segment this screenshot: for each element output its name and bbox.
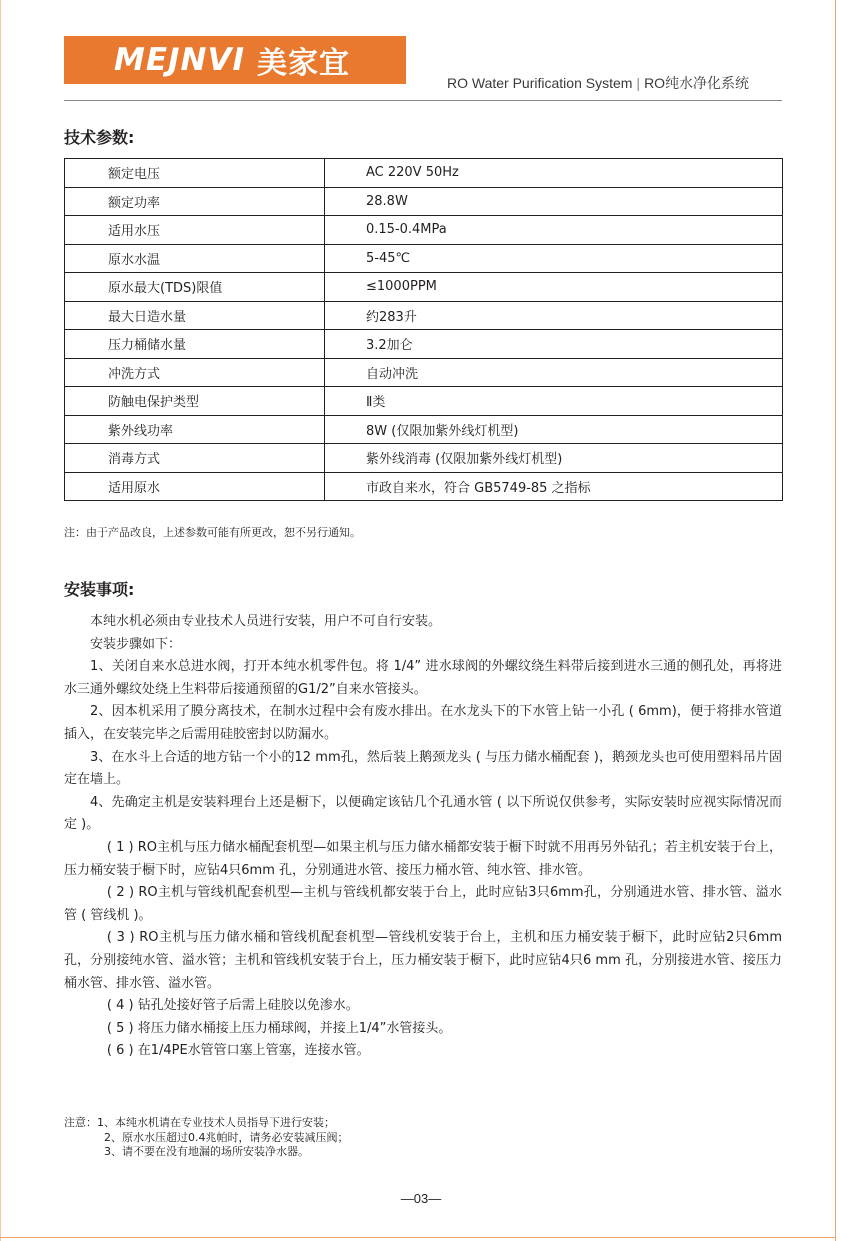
spec-label: 防触电保护类型 [65, 387, 325, 416]
logo-latin-text: MEJNVI [114, 42, 246, 78]
header-subtitle [447, 73, 749, 93]
table-row [65, 159, 783, 188]
page-number: —03— [400, 1191, 442, 1206]
page-border-left [0, 0, 1, 1241]
spec-label: 额定功率 [65, 187, 325, 216]
spec-value: 自动冲洗 [325, 358, 783, 387]
spec-value: 5-45℃ [325, 244, 783, 273]
table-row [65, 415, 783, 444]
subtitle-separator: | [636, 75, 641, 91]
table-row [65, 472, 783, 501]
install-step: 3、在水斗上合适的地方钻一个小的12 mm孔，然后装上鹅颈龙头 ( 与压力储水桶配套 )，鹅颈龙头也可使用塑料吊片固定在墙上。 [64, 749, 782, 788]
spec-value: 市政自来水，符合 GB5749-85 之指标 [325, 472, 783, 501]
spec-label: 冲洗方式 [65, 358, 325, 387]
spec-label: 原水水温 [65, 244, 325, 273]
page-border-right [835, 0, 836, 1241]
spec-label: 最大日造水量 [65, 301, 325, 330]
table-row [65, 444, 783, 473]
footer-note-line: 3、请不要在没有地漏的场所安装净水器。 [104, 1145, 309, 1158]
spec-label: 适用水压 [65, 216, 325, 245]
spec-value: 3.2加仑 [325, 330, 783, 359]
spec-label: 适用原水 [65, 472, 325, 501]
specs-title: 技术参数: [64, 128, 135, 147]
install-substep: ( 3 ) RO主机与压力储水桶和管线机配套机型—管线机安装于台上，主机和压力桶安装于橱下，此时应钻2只6mm孔，分别接纯水管、溢水管；主机和管线机安装于台上，压力桶安装于橱下，此时应钻4只6 mm 孔，分别接进水管、接压力桶水管、排水管、溢水管。 [64, 930, 782, 991]
spec-label: 额定电压 [65, 159, 325, 188]
spec-label: 压力桶储水量 [65, 330, 325, 359]
install-step: 1、关闭自来水总进水阀，打开本纯水机零件包。将 1/4” 进水球阀的外螺纹绕生料带后接到进水三通的侧孔处，再将进水三通外螺纹处绕上生料带后接通预留的G1/2”自来水管接头。 [64, 659, 782, 697]
page-border-bottom [0, 1237, 836, 1238]
spec-value: 紫外线消毒 (仅限加紫外线灯机型) [325, 444, 783, 473]
spec-value: 8W (仅限加紫外线灯机型) [325, 415, 783, 444]
table-row [65, 273, 783, 302]
brand-logo [64, 36, 406, 84]
spec-value: 0.15-0.4MPa [325, 216, 783, 245]
install-substep: ( 6 ) 在1/4PE水管管口塞上管塞，连接水管。 [106, 1043, 370, 1059]
subtitle-chinese: RO纯水净化系统 [644, 75, 750, 91]
table-row [65, 216, 783, 245]
table-row [65, 358, 783, 387]
footer-note-line: 2、原水水压超过0.4兆帕时，请务必安装减压阀； [104, 1130, 349, 1144]
spec-value: AC 220V 50Hz [325, 159, 783, 188]
install-paragraph: 安装步骤如下： [90, 636, 182, 652]
spec-value: ≤1000PPM [325, 273, 783, 302]
subtitle-english: RO Water Purification System [447, 75, 633, 91]
footer-notes [64, 1116, 349, 1160]
spec-value: Ⅱ类 [325, 387, 783, 416]
install-instructions [64, 611, 782, 1063]
install-step: 2、因本机采用了膜分离技术，在制水过程中会有废水排出。在水龙头下的下水管上钻一小孔 ( 6mm)，便于将排水管道插入，在安装完毕之后需用硅胶密封以防漏水。 [64, 704, 782, 742]
install-paragraph: 本纯水机必须由专业技术人员进行安装，用户不可自行安装。 [90, 614, 442, 629]
spec-value: 28.8W [325, 187, 783, 216]
install-title: 安装事项: [64, 580, 135, 599]
table-row [65, 330, 783, 359]
table-row [65, 387, 783, 416]
table-row [65, 244, 783, 273]
install-substep: ( 5 ) 将压力储水桶接上压力桶球阀，并接上1/4”水管接头。 [106, 1020, 452, 1036]
table-row [65, 187, 783, 216]
install-substep: ( 2 ) RO主机与管线机配套机型—主机与管线机都安装于台上，此时应钻3只6mm孔，分别通进水管、排水管、溢水管 ( 管线机 )。 [64, 885, 782, 923]
spec-label: 紫外线功率 [65, 415, 325, 444]
specs-table [64, 158, 783, 501]
spec-value: 约283升 [325, 301, 783, 330]
logo-chinese-text: 美家宜 [257, 46, 351, 81]
specs-note: 注：由于产品改良，上述参数可能有所更改，恕不另行通知。 [64, 526, 361, 539]
header-divider [64, 100, 782, 101]
spec-label: 原水最大(TDS)限值 [65, 273, 325, 302]
table-row [65, 301, 783, 330]
install-substep: ( 1 ) RO主机与压力储水桶配套机型—如果主机与压力储水桶都安装于橱下时就不用再另外钻孔；若主机安装于台上，压力桶安装于橱下时，应钻4只6mm 孔，分别通进水管、接压力桶水管、纯水管、排水管。 [64, 839, 782, 878]
install-substep: ( 4 ) 钻孔处接好管子后需上硅胶以免渗水。 [106, 998, 359, 1014]
install-step: 4、先确定主机是安装料理台上还是橱下，以便确定该钻几个孔通水管 ( 以下所说仅供参考，实际安装时应视实际情况而定 )。 [64, 794, 782, 833]
spec-label: 消毒方式 [65, 444, 325, 473]
footer-note-line: 注意：1、本纯水机请在专业技术人员指导下进行安装； [64, 1116, 335, 1129]
